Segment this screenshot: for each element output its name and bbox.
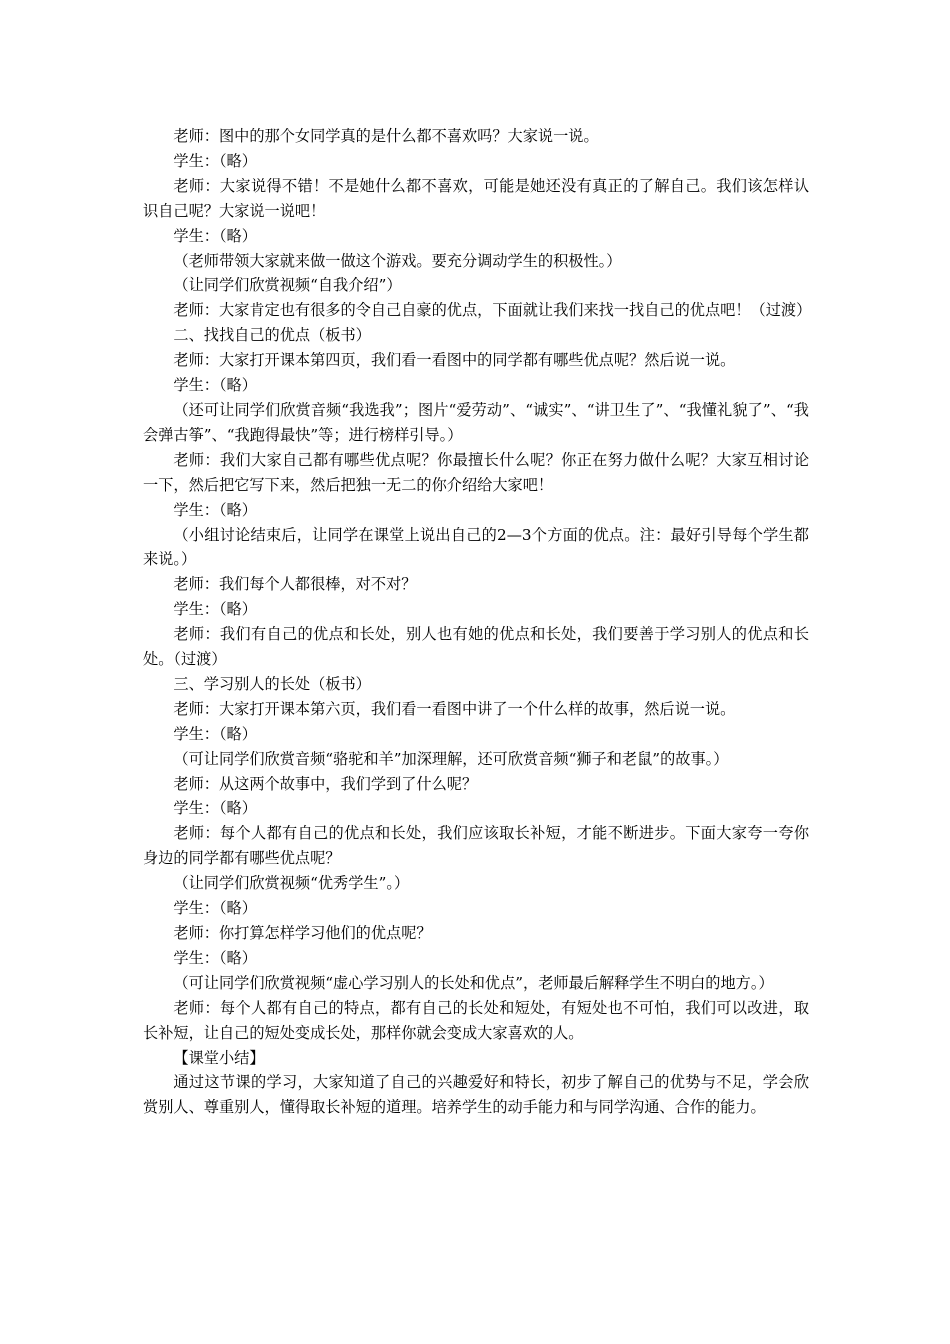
paragraph: 老师：每个人都有自己的优点和长处，我们应该取长补短，才能不断进步。下面大家夸一夸你身边的同学都有哪些优点呢？ [143,824,809,868]
paragraph: （老师带领大家就来做一做这个游戏。要充分调动学生的积极性。） [173,251,622,270]
paragraph: （可让同学们欣赏视频“虚心学习别人的长处和优点”，老师最后解释学生不明白的地方。） [173,973,774,992]
paragraph: 老师：我们大家自己都有哪些优点呢？你最擅长什么呢？你正在努力做什么呢？大家互相讨论一下，然后把它写下来，然后把独一无二的你介绍给大家吧！ [143,450,809,494]
paragraph: 老师：图中的那个女同学真的是什么都不喜欢吗？大家说一说。 [173,127,599,145]
section-heading: 【课堂小结】 [173,1048,265,1067]
paragraph: 学生：（略） [173,799,257,818]
paragraph: 学生：（略） [173,151,257,170]
paragraph: 老师：每个人都有自己的特点，都有自己的长处和短处，有短处也不可怕，我们可以改进，取长补短，让自己的短处变成长处，那样你就会变成大家喜欢的人。 [143,998,809,1042]
paragraph: 学生：（略） [173,899,257,918]
paragraph: 学生：（略） [173,948,257,967]
paragraph: 学生：（略） [173,724,257,743]
paragraph: 老师：从这两个故事中，我们学到了什么呢？ [173,774,478,793]
paragraph: 学生：（略） [173,376,257,395]
paragraph: 老师：你打算怎样学习他们的优点呢？ [173,924,432,942]
paragraph: 学生：（略） [173,500,257,519]
paragraph: 老师：我们每个人都很棒，对不对？ [173,575,417,594]
lesson-body [143,124,812,1120]
paragraph: 通过这节课的学习，大家知道了自己的兴趣爱好和特长，初步了解自己的优势与不足，学会欣赏别人、尊重别人，懂得取长补短的道理。培养学生的动手能力和与同学沟通、合作的能力。 [143,1073,809,1117]
paragraph: （让同学们欣赏视频“自我介绍”） [173,276,402,295]
paragraph: 老师：大家打开课本第四页，我们看一看图中的同学都有哪些优点呢？然后说一说。 [173,351,736,370]
paragraph: （让同学们欣赏视频“优秀学生”。） [173,874,410,893]
paragraph: （可让同学们欣赏音频“骆驼和羊”加深理解，还可欣赏音频“狮子和老鼠”的故事。） [173,749,729,768]
section-heading: 二、找找自己的优点（板书） [173,326,371,345]
paragraph: 学生：（略） [173,226,257,245]
paragraph: 老师：大家打开课本第六页，我们看一看图中讲了一个什么样的故事，然后说一说。 [173,699,736,718]
paragraph: 老师：我们有自己的优点和长处，别人也有她的优点和长处，我们要善于学习别人的优点和长处。（过渡） [143,625,809,669]
paragraph: （还可让同学们欣赏音频“我选我”；图片“爱劳动”、“诚实”、“讲卫生了”、“我懂礼貌了”、“我会弹古筝”、“我跑得最快”等；进行榜样引导。） [143,400,809,444]
paragraph: 老师：大家肯定也有很多的令自己自豪的优点，下面就让我们来找一找自己的优点吧！（过渡） [173,301,812,320]
paragraph: 学生：（略） [173,600,257,619]
paragraph: 老师：大家说得不错！不是她什么都不喜欢，可能是她还没有真正的了解自己。我们该怎样认识自己呢？大家说一说吧！ [143,176,809,220]
section-heading: 三、学习别人的长处（板书） [173,674,371,693]
paragraph: （小组讨论结束后，让同学在课堂上说出自己的2—3个方面的优点。注：最好引导每个学生都来说。） [143,525,809,569]
